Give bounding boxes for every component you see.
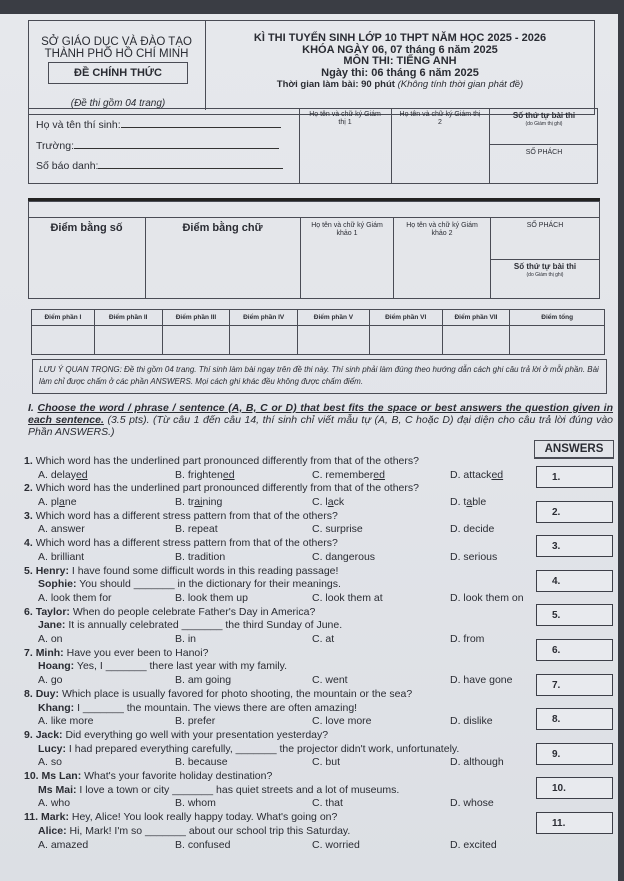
option-text: B. in <box>175 633 197 646</box>
speaker-name: Taylor: <box>35 605 70 618</box>
question-text: Hey, Alice! You look really happy today. What's going on? <box>68 811 338 824</box>
speaker-name: Minh: <box>35 646 64 659</box>
divider <box>299 108 300 184</box>
answer-option <box>312 523 363 537</box>
option-text: B. am going <box>175 674 232 687</box>
speaker-name: Duy: <box>35 687 60 700</box>
part-score-cell[interactable] <box>298 326 369 354</box>
speaker-name: Hoang: <box>38 660 75 673</box>
exam-title: KÌ THI TUYỂN SINH LỚP 10 THPT NĂM HỌC 2025 - 2026 <box>253 32 547 44</box>
underlined-part: ed <box>373 468 385 481</box>
exam-subject: MÔN THI: TIẾNG ANH <box>343 55 457 67</box>
option-text: A. go <box>38 674 63 687</box>
answer-option <box>175 523 218 537</box>
question <box>24 729 534 770</box>
question-line <box>24 688 534 702</box>
speaker-name: Jack: <box>35 729 63 741</box>
question <box>24 688 534 729</box>
part-score-column <box>230 310 298 354</box>
divider <box>489 144 598 145</box>
question <box>24 510 534 537</box>
option-text: C. love more <box>312 715 372 728</box>
question-text: It is annually celebrated _______ the third Sunday of June. <box>65 619 343 632</box>
school-label: Trường: <box>36 140 75 152</box>
underlined-part: a <box>59 496 65 509</box>
answer-option <box>38 756 62 770</box>
question-line <box>24 811 534 825</box>
divider <box>28 217 600 218</box>
dept-line1: SỞ GIÁO DỤC VÀ ĐÀO TẠO <box>41 36 192 48</box>
option-text: D. although <box>450 756 504 769</box>
question-text: Which word has a different stress pattern from that of the others? <box>35 537 338 550</box>
part-score-cell[interactable] <box>230 326 297 354</box>
option-text: B. because <box>175 756 228 769</box>
option-text: A. like more <box>38 715 94 728</box>
question-line <box>24 606 534 620</box>
question-text: I _______ the mountain. The views there are often amazing! <box>74 701 358 714</box>
option-text: C. but <box>312 756 341 769</box>
part-score-cell[interactable] <box>95 326 162 354</box>
question <box>24 565 534 606</box>
question-number: 1. <box>24 455 33 467</box>
option-text: C. dangerous <box>312 550 376 563</box>
answer-option <box>450 715 493 729</box>
option-text: A. delay <box>38 468 76 481</box>
code-label: SỐ PHÁCH <box>525 149 563 156</box>
option-text: D. attack <box>450 468 492 481</box>
answer-option <box>450 469 503 483</box>
part-score-column <box>32 310 95 354</box>
question-number: 8. <box>24 687 33 700</box>
question-line <box>24 455 534 469</box>
option-text: A. brilliant <box>38 550 85 563</box>
dept-line2: THÀNH PHỐ HỒ CHÍ MINH <box>44 48 189 60</box>
part-score-cell[interactable] <box>370 326 442 354</box>
option-text: D. have gone <box>450 674 513 687</box>
part-score-header: Điểm phần V <box>298 310 369 326</box>
answer-option <box>450 496 486 510</box>
options-row <box>24 674 534 688</box>
option-text: B. frighten <box>175 468 223 481</box>
option-text: C. at <box>312 633 335 646</box>
speaker-name: Mark: <box>40 811 69 824</box>
question-text: Have you ever been to Hanoi? <box>63 646 209 659</box>
answer-option <box>312 797 343 811</box>
option-text: D. decide <box>450 523 495 536</box>
answer-option <box>38 592 112 606</box>
question-text: I had prepared everything carefully, _______ the projector didn't work, unfortunately. <box>66 742 460 755</box>
answer-option <box>38 674 63 688</box>
divider <box>391 108 392 184</box>
option-text: ck <box>333 496 345 509</box>
answer-option <box>38 715 93 729</box>
option-text: ble <box>472 496 487 509</box>
answer-box[interactable]: 5. <box>536 604 613 626</box>
option-text: D. excited <box>450 838 497 851</box>
option-text: ne <box>64 496 77 509</box>
options-row <box>24 551 534 565</box>
answer-option <box>175 469 235 483</box>
exam-paper <box>0 14 618 881</box>
question <box>24 455 534 482</box>
important-notice: LƯU Ý QUAN TRỌNG: Đề thi gồm 04 trang. Thí sinh làm bài ngay trên đề thi này. Thí sinh phải làm đúng theo hướng dẫn cách ghi câu trả lời ở mỗi phần. Bài làm chỉ được chấm ở các phần ANSWERS. Mọi cách ghi khác đều không được chấm điểm. <box>32 359 607 394</box>
speaker-name: Jane: <box>38 619 66 632</box>
options-row <box>24 592 534 606</box>
option-text: C. remember <box>312 468 374 481</box>
question-line <box>24 743 534 757</box>
answer-box[interactable]: 6. <box>536 639 613 661</box>
option-text: C. surprise <box>312 523 363 536</box>
school-field[interactable] <box>36 140 279 152</box>
question <box>24 482 534 509</box>
answer-option <box>38 633 63 647</box>
name-field[interactable] <box>36 119 281 131</box>
options-row <box>24 715 534 729</box>
speaker-name: Alice: <box>38 824 67 837</box>
scoring-box <box>28 201 600 299</box>
underlined-part: ed <box>222 468 235 481</box>
option-text: A. so <box>38 756 62 769</box>
answer-option <box>38 469 88 483</box>
answer-option <box>175 496 222 510</box>
question-number: 5. <box>24 564 33 577</box>
part-score-column <box>370 310 443 354</box>
options-row <box>24 633 534 647</box>
question-line <box>24 825 534 839</box>
section-number: I. <box>28 402 38 414</box>
score-word-label: Điểm bằng chữ <box>182 222 263 234</box>
speaker-name: Khang: <box>38 701 75 714</box>
question-number: 3. <box>24 509 33 522</box>
option-text: D. t <box>450 496 467 509</box>
question-line <box>24 729 534 743</box>
part-score-cell[interactable] <box>32 326 94 354</box>
option-text: ning <box>202 496 223 509</box>
question-text: Which word has a different stress pattern from that of the others? <box>35 509 338 522</box>
option-text: B. whom <box>175 797 216 810</box>
question-number: 11. <box>24 811 39 824</box>
options-row <box>24 496 534 510</box>
answer-option <box>175 839 230 853</box>
answer-option <box>38 551 84 565</box>
exam-date: Ngày thi: 06 tháng 6 năm 2025 <box>321 66 479 79</box>
question-text: Did everything go well with your presentation yesterday? <box>62 729 329 741</box>
question-text: Which word has the underlined part pronounced differently from that of the others? <box>35 455 419 467</box>
answer-box[interactable]: 9. <box>536 743 613 765</box>
option-text: D. serious <box>450 550 498 563</box>
divider <box>490 259 600 260</box>
answer-option <box>450 523 494 537</box>
duration-note: (Không tính thời gian phát đề) <box>397 79 524 90</box>
options-row <box>24 523 534 537</box>
options-row <box>24 839 534 853</box>
question-number: 9. <box>24 729 33 741</box>
option-text: B. tradition <box>175 550 226 563</box>
question-number: 4. <box>24 537 33 550</box>
question-text: I love a town or city _______ has quiet streets and a lot of museums. <box>76 783 400 796</box>
section-title: Choose the word / phrase / sentence (A, B, C or D) that best fits the space or best answers the question given in each sentence. <box>28 402 613 426</box>
proctor1-label: Họ tên và chữ ký Giám thị 1 <box>309 111 381 126</box>
part-score-header: Điểm phần VII <box>443 310 510 326</box>
answer-option <box>312 551 375 565</box>
answer-option <box>312 756 340 770</box>
answer-option <box>175 756 228 770</box>
part-score-column <box>510 310 604 354</box>
underlined-part: ed <box>75 468 88 481</box>
section-1-instructions <box>28 402 613 438</box>
part-score-header: Điểm phần IV <box>230 310 297 326</box>
option-text: B. prefer <box>175 715 216 728</box>
order-label: Số thứ tự bài thi <box>513 262 577 271</box>
answer-option <box>312 469 385 483</box>
option-text: B. tr <box>175 496 195 509</box>
option-text: B. confused <box>175 838 231 851</box>
options-row <box>24 756 534 770</box>
underlined-part: a <box>466 496 473 509</box>
option-text: B. repeat <box>175 523 218 536</box>
option-text: C. worried <box>312 838 360 851</box>
answer-option <box>38 496 77 510</box>
exam-session: KHÓA NGÀY 06, 07 tháng 6 năm 2025 <box>302 43 498 56</box>
divider <box>393 217 394 299</box>
exam-info <box>210 33 590 91</box>
question <box>24 770 534 811</box>
part-scores-table <box>31 309 605 355</box>
speaker-name: Henry: <box>35 564 69 577</box>
answer-option <box>312 715 372 729</box>
answer-box[interactable]: 4. <box>536 570 613 592</box>
question-line <box>24 510 534 524</box>
order-label: Số thứ tự bài thi <box>512 111 576 120</box>
official-badge: ĐỀ CHÍNH THỨC <box>48 62 188 84</box>
question-line <box>24 702 534 716</box>
name-label: Họ và tên thí sinh: <box>36 119 121 131</box>
divider <box>300 217 301 299</box>
answers-header: ANSWERS <box>534 440 614 459</box>
answer-option <box>312 839 360 853</box>
answer-option <box>38 797 70 811</box>
question-text: I have found some difficult words in this reading passage! <box>68 564 339 577</box>
question-text: You should _______ in the dictionary for their meanings. <box>76 578 341 591</box>
department <box>28 36 205 60</box>
question-number: 2. <box>24 482 33 495</box>
answer-option <box>312 674 348 688</box>
part-score-cell[interactable] <box>163 326 230 354</box>
answer-option <box>450 797 494 811</box>
question-line <box>24 770 534 784</box>
question-line <box>24 578 534 592</box>
question-text: Yes, I _______ there last year with my family. <box>74 660 288 673</box>
speaker-name: Sophie: <box>38 578 77 591</box>
part-score-column <box>443 310 511 354</box>
question-line <box>24 647 534 661</box>
answer-box[interactable]: 7. <box>536 674 613 696</box>
part-score-column <box>163 310 231 354</box>
duration: Thời gian làm bài: 90 phút <box>276 79 395 90</box>
part-score-header: Điểm tổng <box>510 310 604 326</box>
speaker-name: Ms Mai: <box>38 783 77 796</box>
examiner1-label: Họ tên và chữ ký Giám khảo 1 <box>311 222 383 237</box>
part-score-header: Điểm phần III <box>163 310 230 326</box>
question-line <box>24 784 534 798</box>
answer-option <box>312 633 334 647</box>
option-text: C. went <box>312 674 348 687</box>
question <box>24 606 534 647</box>
question-text: Hi, Mark! I'm so _______ about our school trip this Saturday. <box>66 824 351 837</box>
question <box>24 647 534 688</box>
section-note: (3.5 pts). (Từ câu 1 đến câu 14, thí sinh chỉ viết mẫu tự (A, B, C hoặc D) đại diện cho câu trả lời đúng vào Phần ANSWERS.) <box>28 414 613 438</box>
option-text: D. dislike <box>450 715 493 728</box>
question-line <box>24 482 534 496</box>
order-note: (do Giám thị ghi) <box>526 272 564 278</box>
option-text: A. who <box>38 797 71 810</box>
question-text: Which word has the underlined part pronounced differently from that of the others? <box>35 482 419 495</box>
answer-option <box>312 592 383 606</box>
part-score-header: Điểm phần II <box>95 310 162 326</box>
examiner2-label: Họ tên và chữ ký Giám khảo 2 <box>406 222 478 237</box>
underlined-part: a <box>327 496 334 509</box>
part-score-column <box>298 310 370 354</box>
question-line <box>24 619 534 633</box>
question-text: Which place is usually favored for photo shooting, the mountain or the sea? <box>59 687 413 700</box>
answer-option <box>38 523 85 537</box>
option-text: C. that <box>312 797 343 810</box>
part-score-header: Điểm phần VI <box>370 310 442 326</box>
divider <box>205 20 206 110</box>
option-text: A. on <box>38 633 63 646</box>
option-text: A. answer <box>38 523 85 536</box>
part-score-cell[interactable] <box>510 326 604 354</box>
question-number: 10. <box>24 770 39 783</box>
pages-note: (Đề thi gồm 04 trang) <box>70 98 166 109</box>
answer-option <box>175 797 216 811</box>
answer-box[interactable]: 1. <box>536 466 613 488</box>
answer-option <box>175 551 225 565</box>
option-text: D. whose <box>450 797 494 810</box>
question-text: When do people celebrate Father's Day in America? <box>69 605 316 618</box>
option-text: C. l <box>312 496 328 509</box>
answer-box[interactable]: 10. <box>536 777 613 799</box>
answer-option <box>450 674 512 688</box>
part-score-cell[interactable] <box>443 326 510 354</box>
question-number: 6. <box>24 605 33 618</box>
answer-option <box>38 839 88 853</box>
option-text: A. amazed <box>38 838 89 851</box>
answer-option <box>175 592 248 606</box>
options-row <box>24 797 534 811</box>
answer-option <box>312 496 344 510</box>
answer-box[interactable]: 2. <box>536 501 613 523</box>
question-number: 7. <box>24 646 33 659</box>
answer-option <box>450 756 504 770</box>
id-label: Số báo danh: <box>36 160 99 172</box>
option-text: C. look them at <box>312 591 383 604</box>
question-line <box>24 660 534 674</box>
answer-box[interactable]: 3. <box>536 535 613 557</box>
question-text: What's your favorite holiday destination? <box>81 770 273 783</box>
option-text: D. from <box>450 633 485 646</box>
order-note: (do Giám thị ghi) <box>525 121 563 127</box>
answer-option <box>175 674 231 688</box>
question-line <box>24 565 534 579</box>
speaker-name: Ms Lan: <box>41 770 82 783</box>
answer-option <box>175 633 196 647</box>
part-score-header: Điểm phần I <box>32 310 94 326</box>
code-label: SỐ PHÁCH <box>526 222 564 229</box>
option-text: A. pl <box>38 496 60 509</box>
score-number-label: Điểm bằng số <box>50 222 123 234</box>
speaker-name: Lucy: <box>38 742 67 755</box>
options-row <box>24 469 534 483</box>
answer-option <box>450 592 524 606</box>
option-text: A. look them for <box>38 591 112 604</box>
id-field[interactable] <box>36 160 283 172</box>
underlined-part: ed <box>491 468 504 481</box>
part-score-column <box>95 310 163 354</box>
question <box>24 811 534 852</box>
answer-box[interactable]: 8. <box>536 708 613 730</box>
underlined-part: ai <box>194 496 203 509</box>
question <box>24 537 534 564</box>
option-text: B. look them up <box>175 591 248 604</box>
proctor2-label: Họ tên và chữ ký Giám thị 2 <box>399 111 481 126</box>
question-line <box>24 537 534 551</box>
option-text: D. look them on <box>450 591 524 604</box>
answer-box[interactable]: 11. <box>536 812 613 834</box>
answer-option <box>450 633 484 647</box>
answer-option <box>175 715 215 729</box>
answer-option <box>450 551 497 565</box>
answer-option <box>450 839 497 853</box>
